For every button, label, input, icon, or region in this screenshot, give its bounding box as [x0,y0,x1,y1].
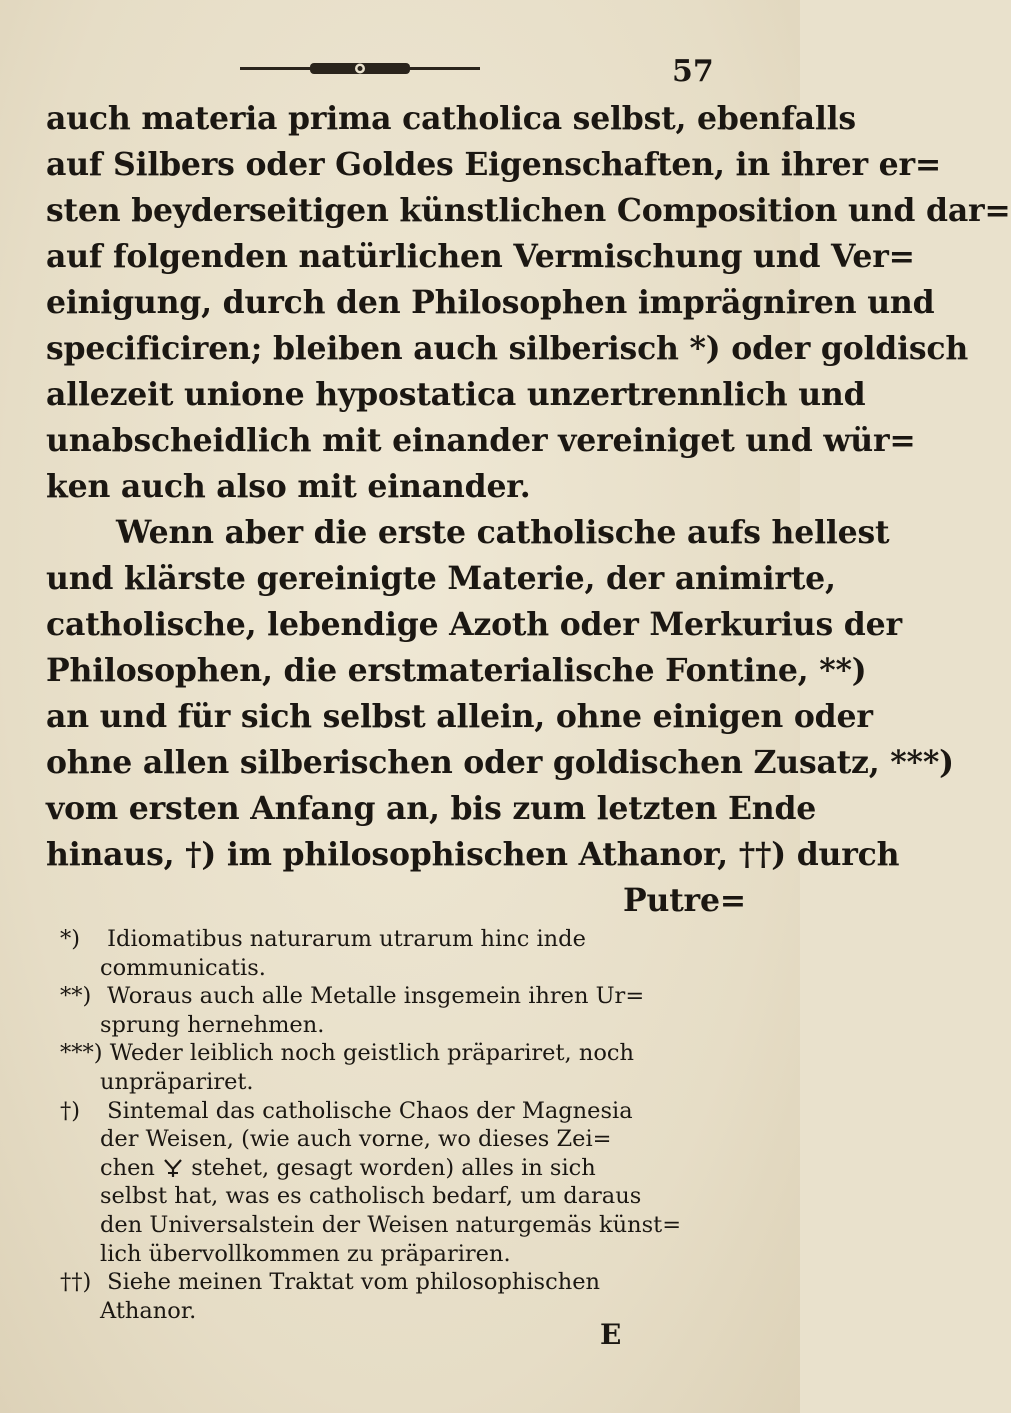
text-line: und klärste gereinigte Materie, der animirte, [46,560,836,597]
footnote-text: selbst hat, was es catholisch bedarf, um daraus [100,1183,642,1210]
text-line: Putre= [623,882,746,919]
text-line: unabscheidlich mit einander vereiniget und wür= [46,422,916,459]
footnote-text: Athanor. [100,1297,197,1324]
footnote-mark: ††) [60,1269,92,1296]
footnote-text: Idiomatibus naturarum utrarum hinc inde [107,926,586,952]
footnote-mark: **) [60,983,92,1010]
text-line: specificiren; bleiben auch silberisch *) oder goldisch [46,330,969,367]
footnote-text: chen [100,1154,155,1181]
footnote-text: Woraus auch alle Metalle insgemein ihren Ur= [107,983,645,1010]
catchword: E [600,1318,622,1351]
text-line: einigung, durch den Philosophen imprägniren und [46,284,935,321]
text-line: Wenn aber die erste catholische aufs hellest [116,514,890,551]
text-line: an und für sich selbst allein, ohne einigen oder [46,698,873,735]
footnote-2 [60,982,780,1011]
footnote-text: Weder leiblich noch geistlich präpariret, noch [109,1040,634,1067]
text-line: Philosophen, die erstmaterialische Fontine, **) [46,652,867,689]
text-line: sten beyderseitigen künstlichen Composition und dar= [46,192,1011,229]
footnote-text: sprung hernehmen. [100,1011,325,1038]
footnote-text: der Weisen, (wie auch vorne, wo dieses Zei= [100,1126,612,1153]
footnote-text: lich übervollkommen zu präpariren. [100,1240,511,1267]
footnote-mark: *) [60,926,81,952]
text-line: hinaus, †) im philosophischen Athanor, ††) durch [46,836,900,873]
alchemical-symbol-icon [162,1157,184,1179]
footnote-1 [60,925,780,954]
footnote-text: Siehe meinen Traktat vom philosophischen [107,1269,601,1296]
text-line: allezeit unione hypostatica unzertrennlich und [46,376,866,413]
text-line: auf Silbers oder Goldes Eigenschaften, in ihrer er= [46,146,942,183]
main-text [46,96,1011,924]
page-number: 57 [672,54,714,89]
footnote-text: communicatis. [100,954,266,981]
footnote-3 [60,1039,780,1068]
text-line: ken auch also mit einander. [46,468,531,505]
footnote-text: unpräpariret. [100,1068,254,1095]
text-line: vom ersten Anfang an, bis zum letzten Ende [46,790,817,827]
footnote-mark: ***) [60,1040,103,1067]
footnote-4 [60,1097,780,1126]
text-line: ohne allen silberischen oder goldischen Zusatz, ***) [46,744,954,781]
footnote-mark: †) [60,1097,81,1124]
footnote-line-with-symbol [60,1154,780,1183]
footnote-text: Sintemal das catholische Chaos der Magnesia [107,1097,633,1124]
footnote-text: stehet, gesagt worden) alles in sich [191,1154,596,1181]
text-line: catholische, lebendige Azoth oder Merkurius der [46,606,902,643]
text-line: auf folgenden natürlichen Vermischung und Ver= [46,238,915,275]
text-line: auch materia prima catholica selbst, ebenfalls [46,100,856,137]
footnotes [60,925,780,1325]
footnote-5 [60,1268,780,1297]
printer-ornament-icon [240,62,480,76]
footnote-text: den Universalstein der Weisen naturgemäs künst= [100,1211,682,1238]
